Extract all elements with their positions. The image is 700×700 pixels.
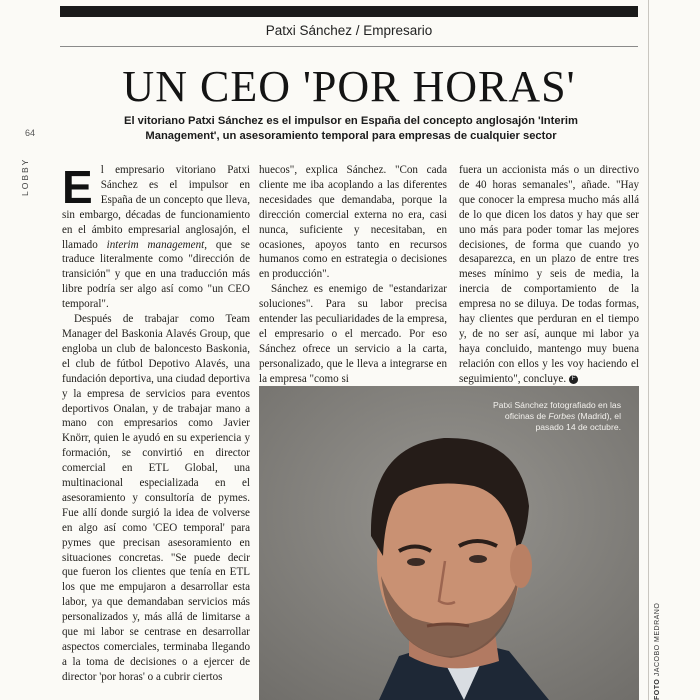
- header-bar: [60, 6, 638, 17]
- article-column-2: [259, 163, 447, 387]
- paragraph: [62, 163, 250, 312]
- emphasis-term: interim management: [106, 238, 205, 251]
- photo-caption: [491, 400, 621, 433]
- photo-credit: [654, 603, 661, 700]
- credit-name: JACOBO MEDRANO: [654, 602, 661, 677]
- paragraph-text: , que se traduce literalmente como "dirección de transición" y que en una traducción más libre podría ser algo así como "un CEO temporal".: [62, 238, 250, 311]
- credit-label: FOTO: [654, 678, 661, 700]
- portrait-illustration: [259, 386, 639, 700]
- page-number: 64: [25, 128, 36, 138]
- caption-text: Patxi Sánchez fotografiado en las oficinas de: [492, 400, 621, 421]
- article-column-1: [62, 163, 250, 685]
- caption-text: (Madrid), el pasado 14 de octubre.: [535, 411, 621, 432]
- drop-cap: E: [62, 161, 93, 213]
- page-edge-rule: [648, 0, 649, 700]
- eye-right: [469, 555, 487, 563]
- subheadline: El vitoriano Patxi Sánchez es el impulsor en España del concepto anglosajón 'Interim Management', un asesoramiento temporal para empresas de cualquier sector: [123, 115, 578, 142]
- paragraph-text: l empresario vitoriano Patxi Sánchez es el impulsor en España de un concepto que lleva, sin embargo, décadas de funcionamiento en el ámbito empresarial anglosajón, el llamado: [62, 164, 250, 251]
- paragraph-text: fuera un accionista más o un directivo de 40 horas semanales", añade. "Hay que conocer la empresa mucho más allá de lo que dicen los datos y hay que ser uno más para poder tomar las mejores decisiones, de forma que cuando yo desaparezca, en un plazo de entre tres meses mínimo y seis de media, la inercia de comportamiento de la empresa no se diluya. De todas formas, hay clientes que perduran en el tiempo y, de no ser así, aunque mi labor ya haya concluido, mantengo muy buena relación con ellos y les voy haciendo el seguimiento", concluye.: [459, 164, 639, 385]
- eye-left: [407, 558, 425, 566]
- header-divider: [60, 46, 638, 47]
- paragraph: huecos", explica Sánchez. "Con cada cliente me iba acoplando a las diferentes necesidades que demandaba, porque la dirección comercial externa no era, casi nunca, suficiente y necesitaban, en ocasiones, apoyos tanto en recursos humanos como en estrategia o decisiones en producción".: [259, 164, 447, 281]
- paragraph: Después de trabajar como Team Manager del Baskonia Alavés Group, que engloba un club de baloncesto Baskonia, el club de fútbol Depotivo Alavés, una fundación deportiva, una ciudad deportiva y la empresa de servicios para eventos deportivos Onalan, y de trabajar mano a mano con empresarios como Javier Knörr, quien le ayudó en su experiencia y formación, se convirtió en director comercial en ETL Global, una multinacional especializada en el asesoramiento y consultoría de pymes. Fue allí donde surgió la idea de volverse en algo así como 'CEO temporal' para pymes que precisan asesoramiento en situaciones concretas. "Se puede decir que fueron los clientes que tenía en ETL los que me empujaron a desarrollar esta labor, ya que demandaban servicios más personalizados y, más allá de limitarse a que mi labor se centrase en desarrollar aspectos comerciales, terminaba llegando a la toma de decisiones o a ejercer de director 'por horas' o a cubrir ciertos: [62, 313, 250, 683]
- paragraph: [459, 163, 639, 387]
- byline: Patxi Sánchez / Empresario: [265, 23, 433, 38]
- paragraph: Sánchez es enemigo de "estandarizar soluciones". Para su labor precisa entender las peculiaridades de la empresa, el empresario o el mercado. Por eso Sánchez ofrece un servicio a la carta, personalizado, que le lleva a integrarse en la empresa "como si: [259, 283, 447, 385]
- section-label: LOBBY: [20, 157, 30, 196]
- end-mark-icon: F: [569, 375, 578, 384]
- page-title: UN CEO 'POR HORAS': [122, 62, 576, 111]
- article-column-3: [459, 163, 639, 387]
- portrait-photo: [259, 386, 639, 700]
- ear-shape: [510, 544, 532, 588]
- caption-emphasis: Forbes: [548, 411, 576, 421]
